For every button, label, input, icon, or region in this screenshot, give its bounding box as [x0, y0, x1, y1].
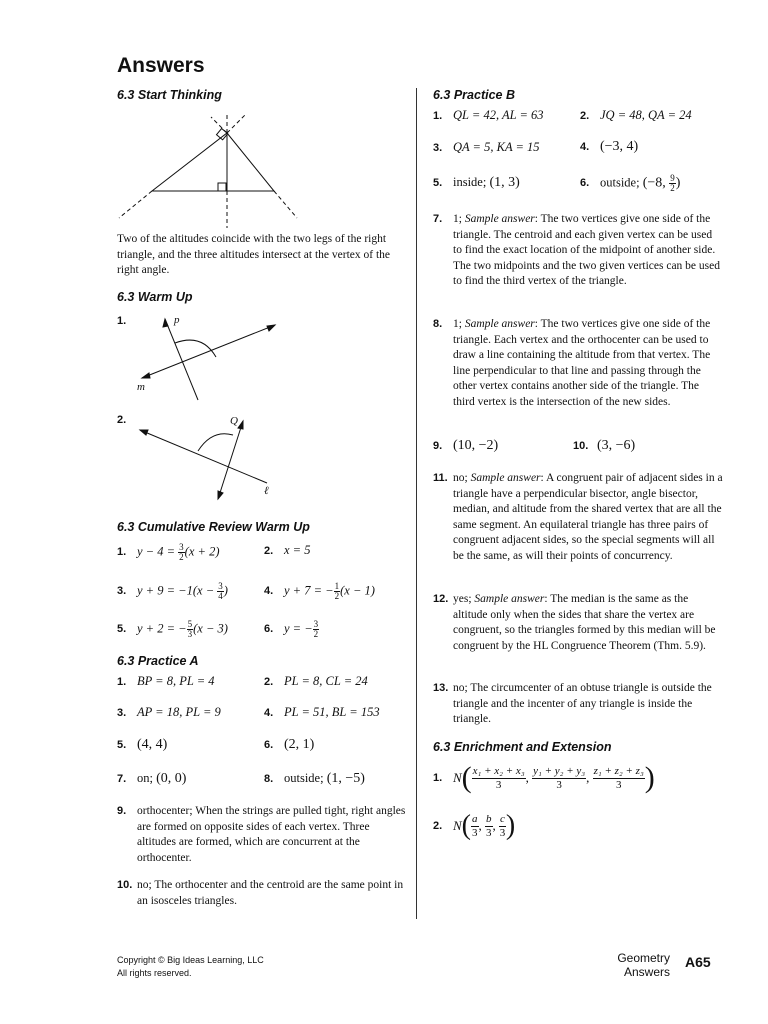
page-number: A65	[685, 954, 711, 970]
practice-a-title: 6.3 Practice A	[117, 654, 199, 668]
enrichment-title: 6.3 Enrichment and Extension	[433, 740, 612, 754]
start-thinking-title: 6.3 Start Thinking	[117, 88, 222, 102]
label-m: m	[137, 381, 145, 393]
practice-b-item-8: 8. 1; Sample answer: The two vertices give one side of the triangle. Each vertex and the orthocenter can be used to draw a line containing the altitude from that vertex. The line perpendicular to that line and passing through the other vertex contains another side of the triangle. The third vertex is the intersection of the new sides.	[433, 318, 711, 408]
right-triangle-figure	[117, 110, 317, 240]
footer-book-title: Geometry	[617, 951, 670, 965]
copyright-text: Copyright © Big Ideas Learning, LLC	[117, 955, 264, 965]
right-column	[433, 88, 723, 841]
label-q: Q	[230, 415, 238, 427]
cumulative-review-title: 6.3 Cumulative Review Warm Up	[117, 520, 310, 534]
enrichment-item-1: 1. N( $\frac{\text{x₁ + x₂ + x₃}}{3}$ , $\frac{\text{y₁ + y₂ + y₃}}{3}$ , $\frac{\text{z₁ + z₂ + z₃}}{3}$ )	[433, 761, 655, 794]
practice-a-item-4: 4. PL = 51, BL = 153	[264, 705, 380, 719]
warm-up-figure-1	[132, 313, 302, 413]
practice-a-item-2: 2. PL = 8, CL = 24	[264, 674, 368, 688]
practice-b-item-4: 4. (−3, 4)	[580, 139, 639, 154]
practice-a-item-5: 5. (4, 4)	[117, 737, 168, 752]
practice-b-item-3: 3. QA = 5, KA = 15	[433, 140, 540, 154]
practice-b-item-11: 11. no; Sample answer: A congruent pair of adjacent sides in a triangle have a perpendicular bisector, angle bisector, median, and altitude from the shared vertex that are all the same segment. An equilateral triangle has three pairs of congruent adjacent sides, so the special segments will all be the same, as will their points of concurrency.	[433, 472, 723, 562]
practice-a-item-8: 8. outside; (1, −5)	[264, 771, 365, 786]
practice-b-item-2: 2. JQ = 48, QA = 24	[580, 108, 692, 122]
footer-section: Answers	[623, 965, 670, 979]
warm-up-item1-number: 1.	[117, 315, 127, 327]
practice-a-item-3: 3. AP = 18, PL = 9	[117, 705, 221, 719]
practice-b-item-9: 9. (10, −2)	[433, 438, 499, 453]
practice-b-item-12: 12. yes; Sample answer: The median is the same as the altitude only when the sides that share the vertex are congruent, so the triangles formed by this median will be congruent by the HL Congruence Theorem (Thm. 5.9).	[433, 593, 716, 652]
page-title: Answers	[117, 54, 205, 77]
cumulative-item-2: 2. x = 5	[264, 543, 311, 557]
practice-b-item-6: 6. outside; (−8, $\frac{9}{2}$ )	[580, 173, 681, 193]
practice-b-item-13: 13. no; The circumcenter of an obtuse triangle is outside the triangle and the incenter of any triangle is inside the triangle.	[433, 682, 712, 725]
cumulative-item-4: 4. y + 7 = − $\frac{1}{2}$ (x − 1)	[264, 581, 375, 601]
practice-a-item-9: 9. orthocenter; When the strings are pulled tight, right angles are formed on opposite sides of each vertex. Three altitudes are formed, which are concurrent at the orthocenter.	[117, 805, 406, 864]
practice-b-title: 6.3 Practice B	[433, 88, 515, 102]
column-divider	[416, 88, 417, 919]
practice-b-item-10: 10. (3, −6)	[573, 438, 636, 453]
warm-up-figure-2	[132, 413, 302, 503]
warm-up-title: 6.3 Warm Up	[117, 290, 193, 304]
enrichment-item-2: 2. N( $\frac{a}{3}$ , $\frac{b}{3}$ , $\frac{c}{3}$ )	[433, 810, 516, 841]
practice-a-item-7: 7. on; (0, 0)	[117, 771, 187, 786]
cumulative-item-3: 3. y + 9 = −1(x − $\frac{3}{4}$ )	[117, 581, 228, 601]
label-l: ℓ	[264, 485, 269, 497]
footer-book	[608, 951, 670, 979]
practice-b-item-1: 1. QL = 42, AL = 63	[433, 108, 544, 122]
practice-a-item-10: 10. no; The orthocenter and the centroid are the same point in an isosceles triangles.	[117, 879, 404, 907]
footer-copyright	[117, 954, 264, 980]
practice-a-item-6: 6. (2, 1)	[264, 737, 315, 752]
practice-a-item-1: 1. BP = 8, PL = 4	[117, 674, 215, 688]
rights-text: All rights reserved.	[117, 968, 192, 978]
practice-b-item-5: 5. inside; (1, 3)	[433, 175, 520, 190]
left-column	[117, 88, 407, 907]
cumulative-item-5: 5. y + 2 = − $\frac{5}{3}$ (x − 3)	[117, 619, 228, 639]
warm-up-item2-number: 2.	[117, 414, 127, 426]
label-p: p	[174, 314, 180, 326]
cumulative-item-1: 1. y − 4 = $\frac{3}{2}$ (x + 2)	[117, 542, 220, 562]
practice-b-item-7: 7. 1; Sample answer: The two vertices give one side of the triangle. The centroid and each given vertex can be used to find the exact location of the midpoint of another side. The two midpoints and the two given vertices can be used to find the third vertex of the triangle.	[433, 213, 720, 287]
start-thinking-text: Two of the altitudes coincide with the two legs of the right triangle, and the three altitudes intersect at the vertex of the right angle.	[117, 233, 391, 276]
cumulative-item-6: 6. y = − $\frac{3}{2}$	[264, 619, 319, 639]
